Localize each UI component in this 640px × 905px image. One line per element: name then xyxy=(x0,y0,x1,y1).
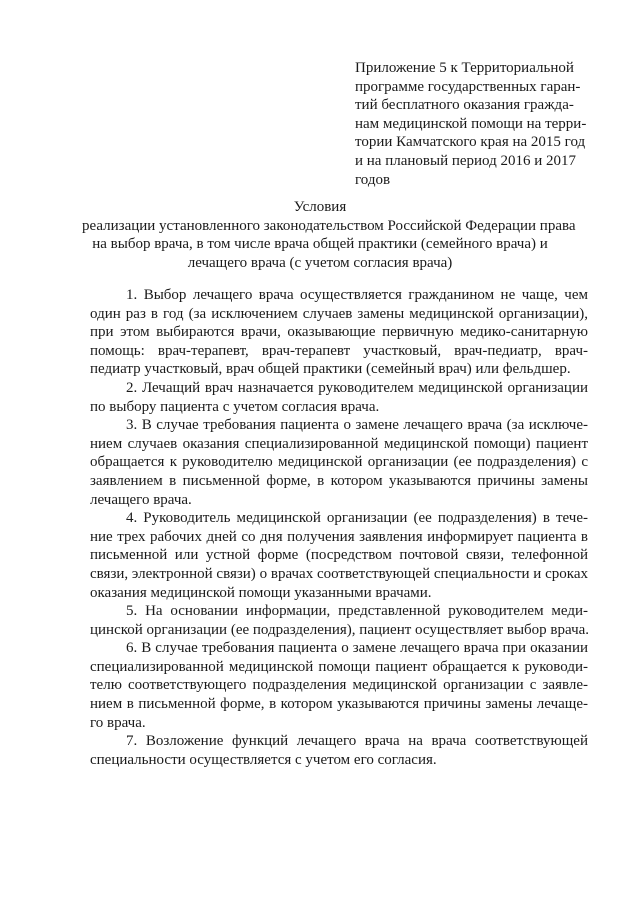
annex-line: годов xyxy=(355,171,391,188)
paragraph-line: 3. В случае требования пациента о замене лечащего врача (за исключе- xyxy=(126,417,588,434)
heading-line: лечащего врача (с учетом согласия врача) xyxy=(187,254,453,271)
paragraph-5 xyxy=(90,602,588,639)
heading-title: Условия xyxy=(293,199,347,215)
paragraph-2 xyxy=(90,379,588,416)
paragraph-1 xyxy=(90,286,588,379)
annex-line: нам медицинской помощи на терри- xyxy=(355,115,587,132)
paragraph-line: 5. На основании информации, представленной руководителем меди- xyxy=(126,603,588,620)
paragraph-3 xyxy=(90,416,588,509)
paragraph-line: при этом выбираются врачи, оказывающие первичную медико-санитарную xyxy=(90,324,588,341)
annex-note xyxy=(355,59,587,189)
annex-line: Приложение 5 к Территориальной xyxy=(355,60,574,76)
paragraph-line: заявлением в письменной форме, в котором указываются причины замены xyxy=(90,472,588,489)
paragraph-line: нием случаев оказания специализированной медицинской помощи) пациент xyxy=(90,435,588,452)
paragraph-line: оказания медицинской помощи указанными врачами. xyxy=(90,584,432,601)
paragraph-6 xyxy=(90,639,588,732)
paragraph-line: 1. Выбор лечащего врача осуществляется гражданином не чаще, чем xyxy=(126,287,588,303)
paragraph-line: лечащего врача. xyxy=(90,491,192,508)
annex-line: тий бесплатного оказания гражда- xyxy=(355,97,574,114)
paragraph-4 xyxy=(90,509,588,602)
paragraph-line: специализированной медицинской помощи пациент обращается к руководи- xyxy=(90,658,588,675)
paragraph-line: цинской организации (ее подразделения), пациент осуществляет выбор врача. xyxy=(90,621,590,638)
paragraph-7 xyxy=(90,732,588,769)
paragraph-line: один раз в год (за исключением случаев замены медицинской организации), xyxy=(90,305,588,322)
paragraph-line: го врача. xyxy=(90,714,146,731)
paragraph-line: 2. Лечащий врач назначается руководителем медицинской организации xyxy=(126,379,588,396)
annex-line: и на плановый период 2016 и 2017 xyxy=(355,152,577,169)
paragraph-line: письменной или устной форме (посредством почтовой связи, телефонной xyxy=(90,547,588,564)
paragraph-line: 7. Возложение функций лечащего врача на врача соответствующей xyxy=(126,733,588,750)
annex-line: тории Камчатского края на 2015 год xyxy=(355,134,586,151)
heading-line: на выбор врача, в том числе врача общей практики (семейного врача) и xyxy=(92,236,548,253)
paragraph-line: 4. Руководитель медицинской организации (ее подразделения) в тече- xyxy=(126,510,588,527)
heading-line: реализации установленного законодательством Российской Федерации права xyxy=(82,217,576,234)
paragraph-line: телю соответствующего подразделения медицинской организации с заявле- xyxy=(90,677,588,694)
document-body xyxy=(90,286,588,769)
paragraph-line: специальности осуществляется с учетом его согласия. xyxy=(90,751,437,768)
paragraph-line: по выбору пациента с учетом согласия врача. xyxy=(90,398,380,415)
document-heading xyxy=(82,198,576,272)
paragraph-line: педиатр участковый, врач общей практики (семейный врач) или фельдшер. xyxy=(90,361,571,378)
paragraph-line: нием в письменной форме, в котором указываются причины замены лечаще- xyxy=(90,696,588,713)
paragraph-line: помощь: врач-терапевт, врач-терапевт участковый, врач-педиатр, врач- xyxy=(90,342,588,359)
annex-line: программе государственных гаран- xyxy=(355,78,581,95)
paragraph-line: 6. В случае требования пациента о замене лечащего врача при оказании xyxy=(126,640,588,657)
paragraph-line: ние трех рабочих дней со дня получения заявления информирует пациента в xyxy=(90,528,588,545)
paragraph-line: обращается к руководителю медицинской организации (ее подразделения) с xyxy=(90,454,588,471)
paragraph-line: связи, электронной связи) о врачах соответствующей специальности и сроках xyxy=(90,565,588,582)
